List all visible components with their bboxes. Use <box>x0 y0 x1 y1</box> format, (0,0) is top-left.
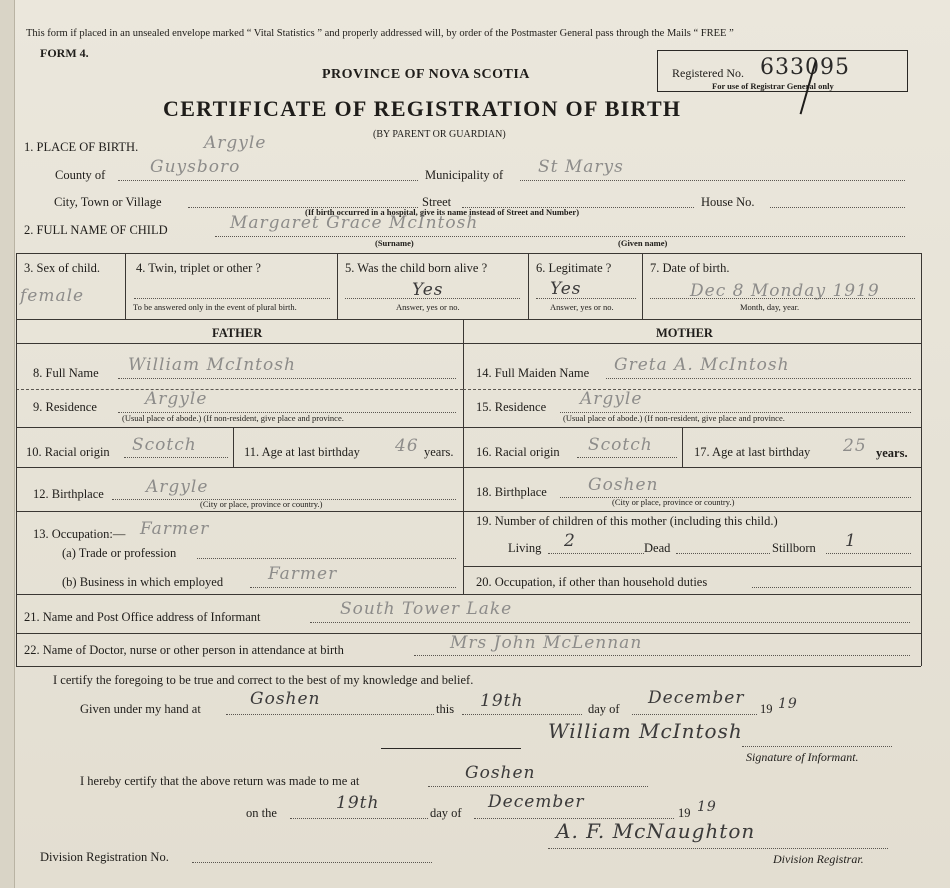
municipality-value: St Marys <box>538 157 624 177</box>
father-occupation-label: 13. Occupation:— <box>33 527 126 541</box>
place-of-birth-value: Argyle <box>204 133 267 153</box>
registrar-label: Division Registrar. <box>773 852 864 866</box>
mother-heading: MOTHER <box>656 326 713 340</box>
father-name-label: 8. Full Name <box>33 366 99 380</box>
stillborn-label: Stillborn <box>772 541 816 555</box>
father-residence-note: (Usual place of abode.) (If non-resident, give place and province. <box>122 413 344 423</box>
year-suffix: 19 <box>778 696 798 712</box>
legitimate-value: Yes <box>550 279 582 299</box>
date-of-birth-note: Month, day, year. <box>740 302 800 312</box>
county-value: Guysboro <box>150 157 241 177</box>
sex-value: female <box>20 286 85 306</box>
mother-birthplace-label: 18. Birthplace <box>476 485 547 499</box>
informant-signature: William McIntosh <box>548 719 743 743</box>
sex-label: 3. Sex of child. <box>24 261 101 275</box>
return-day-of-label: day of <box>430 806 462 820</box>
father-birthplace-value: Argyle <box>146 477 209 497</box>
hospital-note: (If birth occurred in a hospital, give its name instead of Street and Number) <box>305 207 580 217</box>
stillborn-value: 1 <box>845 531 857 551</box>
father-residence-value: Argyle <box>145 389 208 409</box>
given-month-value: December <box>648 688 745 708</box>
informant-value: South Tower Lake <box>340 599 513 619</box>
mother-occupation-label: 20. Occupation, if other than household duties <box>476 575 708 589</box>
father-racial-value: Scotch <box>132 435 197 455</box>
date-of-birth-label: 7. Date of birth. <box>650 261 730 275</box>
certificate-subtitle: (BY PARENT OR GUARDIAN) <box>373 129 506 140</box>
father-birthplace-label: 12. Birthplace <box>33 487 104 501</box>
mother-racial-value: Scotch <box>588 435 653 455</box>
born-alive-label: 5. Was the child born alive ? <box>345 261 488 275</box>
mother-residence-label: 15. Residence <box>476 400 547 414</box>
informant-label: 21. Name and Post Office address of Informant <box>24 610 261 624</box>
born-alive-value: Yes <box>412 280 444 300</box>
year-prefix: 19 <box>760 702 773 716</box>
this-label: this <box>436 702 455 716</box>
province-heading: PROVINCE OF NOVA SCOTIA <box>322 67 530 82</box>
division-registration-label: Division Registration No. <box>40 850 169 864</box>
dead-label: Dead <box>644 541 671 555</box>
given-day-value: 19th <box>480 691 524 711</box>
house-no-label: House No. <box>701 195 755 209</box>
certificate-title: CERTIFICATE OF REGISTRATION OF BIRTH <box>163 96 682 121</box>
child-name-label: 2. FULL NAME OF CHILD <box>24 223 168 237</box>
father-age-label: 11. Age at last birthday <box>244 445 360 459</box>
street-label: Street <box>422 195 452 209</box>
place-of-birth-label: 1. PLACE OF BIRTH. <box>24 140 139 154</box>
mother-age-value: 25 <box>843 436 867 456</box>
registrar-use-note: For use of Registrar General only <box>712 81 834 91</box>
registered-label: Registered No. <box>672 66 744 80</box>
mother-residence-note: (Usual place of abode.) (If non-resident, give place and province. <box>563 413 785 423</box>
given-place-value: Goshen <box>250 689 321 709</box>
day-of-label: day of <box>588 702 620 716</box>
return-month-value: December <box>488 792 585 812</box>
father-age-value: 46 <box>395 436 419 456</box>
date-of-birth-value: Dec 8 Monday 1919 <box>690 281 880 301</box>
attendant-label: 22. Name of Doctor, nurse or other person in attendance at birth <box>24 643 344 657</box>
return-year-prefix: 19 <box>678 806 691 820</box>
return-day-value: 19th <box>336 793 380 813</box>
twin-label: 4. Twin, triplet or other ? <box>136 261 261 275</box>
registrar-signature: A. F. McNaughton <box>556 819 756 843</box>
left-margin-strip <box>0 0 15 888</box>
registered-number: 633095 <box>760 55 850 80</box>
legitimate-note: Answer, yes or no. <box>550 302 614 312</box>
mother-name-value: Greta A. McIntosh <box>614 355 790 375</box>
return-place-value: Goshen <box>465 763 536 783</box>
father-business-value: Farmer <box>268 564 338 584</box>
child-name-value: Margaret Grace McIntosh <box>230 213 479 233</box>
father-residence-label: 9. Residence <box>33 400 97 414</box>
attendant-value: Mrs John McLennan <box>450 633 643 653</box>
mother-birthplace-value: Goshen <box>588 475 659 495</box>
living-value: 2 <box>564 531 576 551</box>
city-label: City, Town or Village <box>54 195 162 209</box>
twin-note: To be answered only in the event of plural birth. <box>133 302 297 312</box>
legitimate-label: 6. Legitimate ? <box>536 261 612 275</box>
mother-age-unit: years. <box>876 446 908 460</box>
return-statement: I hereby certify that the above return was made to me at <box>80 774 360 788</box>
informant-signature-label: Signature of Informant. <box>746 750 859 764</box>
return-year-suffix: 19 <box>697 799 717 815</box>
mother-residence-value: Argyle <box>580 389 643 409</box>
form-number: FORM 4. <box>40 46 89 60</box>
municipality-label: Municipality of <box>425 168 504 182</box>
on-the-label: on the <box>246 806 277 820</box>
postal-notice: This form if placed in an unsealed envelope marked “ Vital Statistics ” and properly addressed will, by order of the Postmaster General pass through the Mails “ FREE ” <box>26 28 734 39</box>
county-label: County of <box>55 168 106 182</box>
certification-statement: I certify the foregoing to be true and correct to the best of my knowledge and belief. <box>53 673 474 687</box>
mother-children-label: 19. Number of children of this mother (including this child.) <box>476 514 778 528</box>
born-alive-note: Answer, yes or no. <box>396 302 460 312</box>
surname-note: (Surname) <box>375 238 414 248</box>
father-heading: FATHER <box>212 326 263 340</box>
living-label: Living <box>508 541 542 555</box>
father-name-value: William McIntosh <box>128 355 296 375</box>
mother-racial-label: 16. Racial origin <box>476 445 560 459</box>
mother-name-label: 14. Full Maiden Name <box>476 366 590 380</box>
father-trade-label: (a) Trade or profession <box>62 546 177 560</box>
given-under-label: Given under my hand at <box>80 702 201 716</box>
mother-age-label: 17. Age at last birthday <box>694 445 811 459</box>
father-age-unit: years. <box>424 445 454 459</box>
given-name-note: (Given name) <box>618 238 668 248</box>
mother-birthplace-note: (City or place, province or country.) <box>612 497 735 507</box>
father-occupation-value: Farmer <box>140 519 210 539</box>
father-racial-label: 10. Racial origin <box>26 445 110 459</box>
father-business-label: (b) Business in which employed <box>62 575 224 589</box>
father-birthplace-note: (City or place, province or country.) <box>200 499 323 509</box>
